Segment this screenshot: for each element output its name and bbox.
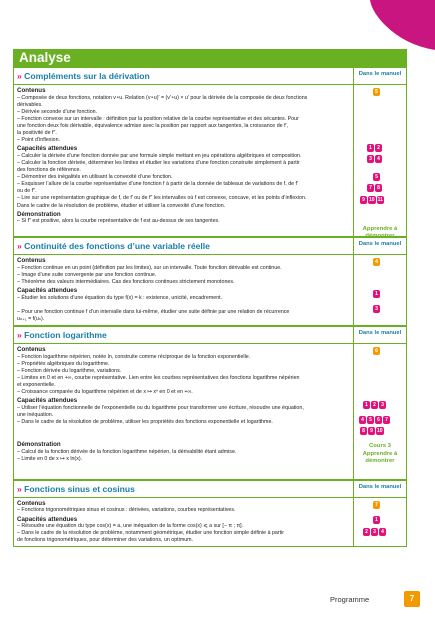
text-line: uₙ₊₁ = f(uₙ). — [17, 315, 45, 322]
exercise-tag[interactable]: 8 — [360, 427, 367, 435]
block-heading: Capacités attendues — [17, 397, 78, 405]
text-line: – Image d’une suite convergente par une fonction continue. — [17, 271, 157, 278]
chapter-badge[interactable]: 5 — [373, 88, 380, 96]
section-trigonometry — [13, 480, 407, 548]
text-line: Dans le cadre de la résolution de problème, étudier et utiliser la convexité d’une fonction. — [17, 202, 226, 209]
text-line: – Résoudre une équation du type cos(x) = a, une inéquation de la forme cos(x) ⩽ a sur [− π ; π]. — [17, 523, 244, 530]
text-line: – Théorème des valeurs intermédiaires. Cas des fonctions continues strictement monotones. — [17, 279, 235, 286]
block-heading: Capacités attendues — [17, 287, 78, 295]
section-logarithm — [13, 326, 407, 480]
block-heading: Démonstration — [17, 210, 61, 218]
text-line: – Dérivée seconde d’une fonction. — [17, 108, 98, 115]
bullet-icon: » — [17, 71, 25, 81]
corner-decoration — [360, 0, 435, 50]
text-line: une fonction deux fois dérivable, équivalence admise avec la position par rapport aux tangentes, la croissance de f′, — [17, 122, 289, 129]
text-line: – Calcul de la fonction dérivée de la fonction logarithme népérien, la dérivabilité étant admise. — [17, 448, 237, 455]
exercise-tag[interactable]: 3 — [373, 305, 380, 313]
manual-label: Dans le manuel — [353, 68, 406, 84]
exercise-tag[interactable]: 4 — [359, 416, 366, 424]
manual-refs — [353, 344, 406, 479]
course-ref[interactable]: Cours 3 — [369, 443, 391, 450]
bullet-icon: » — [17, 241, 25, 252]
footer-label: Programme — [330, 595, 370, 604]
exercise-tag[interactable]: 3 — [379, 401, 386, 409]
bullet-icon: » — [17, 483, 25, 494]
text-line: une inéquation. — [17, 411, 54, 418]
text-line: – Pour une fonction continue f d’un intervalle dans lui-même, étudier une suite définie par une relation de récurrence — [17, 308, 290, 315]
exercise-tag[interactable]: 1 — [373, 516, 380, 524]
exercise-tag[interactable]: 3 — [371, 528, 378, 536]
text-line: – Démontrer des inégalités en utilisant la convexité d’une fonction. — [17, 174, 173, 181]
exercise-tag[interactable]: 1 — [363, 401, 370, 409]
block-heading: Contenus — [17, 346, 46, 354]
program-table — [13, 67, 407, 547]
block-heading: Contenus — [17, 87, 46, 94]
text-line: ou de f″. — [17, 188, 37, 195]
manual-label: Dans le manuel — [353, 238, 406, 254]
section-body — [14, 255, 353, 325]
block-heading: Capacités attendues — [17, 145, 78, 153]
text-line: la positivité de f″. — [17, 130, 57, 137]
exercise-tag[interactable]: 7 — [367, 184, 374, 192]
exercise-tag[interactable]: 2 — [363, 528, 370, 536]
exercise-tag[interactable]: 2 — [371, 401, 378, 409]
text-line: et exponentielle. — [17, 382, 56, 388]
block-heading: Contenus — [17, 499, 46, 507]
text-line: – Étudier les solutions d’une équation du type f(x) = k : existence, unicité, encadrement. — [17, 294, 223, 301]
text-line: – Utiliser l’équation fonctionnelle de l’exponentielle ou du logarithme pour transformer une écriture, résoudre une équation, — [17, 404, 304, 411]
text-line: – Croissance comparée du logarithme népérien et de x ↦ xⁿ en 0 et en +∞. — [17, 389, 193, 396]
text-line: – Lire sur une représentation graphique de f, de f′ ou de f″ les intervalles où f est convexe, concave, et les points d’inflexion. — [17, 195, 307, 202]
text-line: – Point d’inflexion. — [17, 137, 60, 144]
block-heading: Contenus — [17, 257, 46, 265]
page-number: 7 — [404, 591, 420, 607]
text-line: dérivables. — [17, 101, 43, 108]
text-line: – Calculer la dérivée d’une fonction donnée par une formule simple mettant en jeu opérations algébriques et composition. — [17, 152, 302, 159]
section-continuity — [13, 237, 407, 326]
exercise-tag[interactable]: 10 — [377, 428, 383, 435]
block-heading: Capacités attendues — [17, 515, 78, 523]
manual-refs — [353, 85, 406, 239]
bullet-icon: » — [17, 330, 25, 341]
exercise-tag[interactable]: 10 — [369, 197, 375, 203]
section-body — [14, 498, 353, 547]
exercise-tag[interactable]: 2 — [375, 144, 382, 152]
section-title: Fonction logarithme — [24, 330, 107, 341]
text-line: des fonctions de référence. — [17, 167, 81, 174]
manual-refs — [353, 255, 406, 325]
exercise-tag[interactable]: 8 — [375, 184, 382, 192]
exercise-tag[interactable]: 7 — [383, 416, 390, 424]
section-header — [14, 326, 406, 344]
section-header — [14, 480, 406, 498]
chapter-badge[interactable]: 7 — [373, 501, 380, 509]
exercise-tag[interactable]: 6 — [375, 416, 382, 424]
text-line: – Esquisser l’allure de la courbe représentative d’une fonction f à partir de la donnée de tableaux de variations de f, de f′ — [17, 181, 299, 188]
page-title: Analyse — [13, 49, 407, 67]
text-line: – Fonction convexe sur un intervalle : définition par la position relative de la courbe représentative et des sécantes. Pour — [17, 115, 299, 122]
section-body — [14, 85, 353, 236]
exercise-tag[interactable]: 5 — [373, 173, 380, 181]
exercise-tag[interactable]: 4 — [379, 528, 386, 536]
chapter-badge[interactable]: 4 — [373, 258, 380, 266]
section-title: Fonctions sinus et cosinus — [24, 483, 135, 494]
text-line: de fonctions trigonométriques, pour déterminer des variations, un optimum. — [17, 537, 194, 544]
block-heading: Démonstration — [17, 441, 61, 449]
text-line: – Limites en 0 et en +∞, courbe représentative. Lien entre les courbes représentatives des fonctions logarithme népérien — [17, 374, 300, 381]
text-line: – Fonctions trigonométriques sinus et cosinus : dérivées, variations, courbes représentatives. — [17, 507, 236, 514]
exercise-tag[interactable]: 4 — [375, 155, 382, 163]
learn-note[interactable]: Apprendre à démontrer — [362, 451, 398, 465]
text-line: – Fonction dérivée du logarithme, variations. — [17, 367, 122, 374]
manual-label: Dans le manuel — [353, 327, 406, 343]
section-title: Compléments sur la dérivation — [24, 71, 150, 81]
exercise-tag[interactable]: 9 — [360, 196, 367, 204]
section-body — [14, 344, 353, 479]
text-line: – Fonction logarithme népérien, notée ln, construite comme réciproque de la fonction exponentielle. — [17, 353, 251, 360]
section-header — [14, 237, 406, 255]
exercise-tag[interactable]: 9 — [368, 427, 375, 435]
text-line: – Propriétés algébriques du logarithme. — [17, 360, 110, 367]
chapter-badge[interactable]: 6 — [373, 347, 380, 355]
exercise-tag[interactable]: 1 — [373, 290, 380, 298]
text-line: – Composée de deux fonctions, notation v∘u. Relation (v∘u)′ = (v′∘u) × u′ pour la dérivée de la composée de deux fonctions — [17, 94, 308, 101]
exercise-tag[interactable]: 11 — [377, 197, 383, 203]
text-line: – Dans le cadre de la résolution de problème, notamment géométrique, étudier une fonction simple définie à partir — [17, 530, 285, 537]
section-title: Continuité des fonctions d’une variable réelle — [24, 241, 210, 252]
manual-label: Dans le manuel — [353, 481, 406, 497]
exercise-tag[interactable]: 1 — [367, 144, 374, 152]
exercise-tag[interactable]: 3 — [367, 155, 374, 163]
text-line: – Si f″ est positive, alors la courbe représentative de f est au-dessus de ses tangentes. — [17, 218, 220, 225]
text-line: – Limite en 0 de x ↦ x ln(x). — [17, 455, 83, 462]
learn-note[interactable]: Apprendre à démontrer — [362, 226, 398, 239]
section-header — [14, 67, 406, 85]
section-derivation — [13, 67, 407, 237]
text-line: – Dans le cadre de la résolution de problème, utiliser les propriétés des fonctions exponentielle et logarithme. — [17, 418, 273, 425]
exercise-tag[interactable]: 5 — [367, 416, 374, 424]
text-line: – Fonction continue en un point (définition par les limites), sur un intervalle. Toute fonction dérivable est continue. — [17, 264, 282, 271]
manual-refs — [353, 498, 406, 547]
text-line: – Calculer la fonction dérivée, déterminer les limites et étudier les variations d’une fonction construite simplement à partir — [17, 159, 300, 166]
